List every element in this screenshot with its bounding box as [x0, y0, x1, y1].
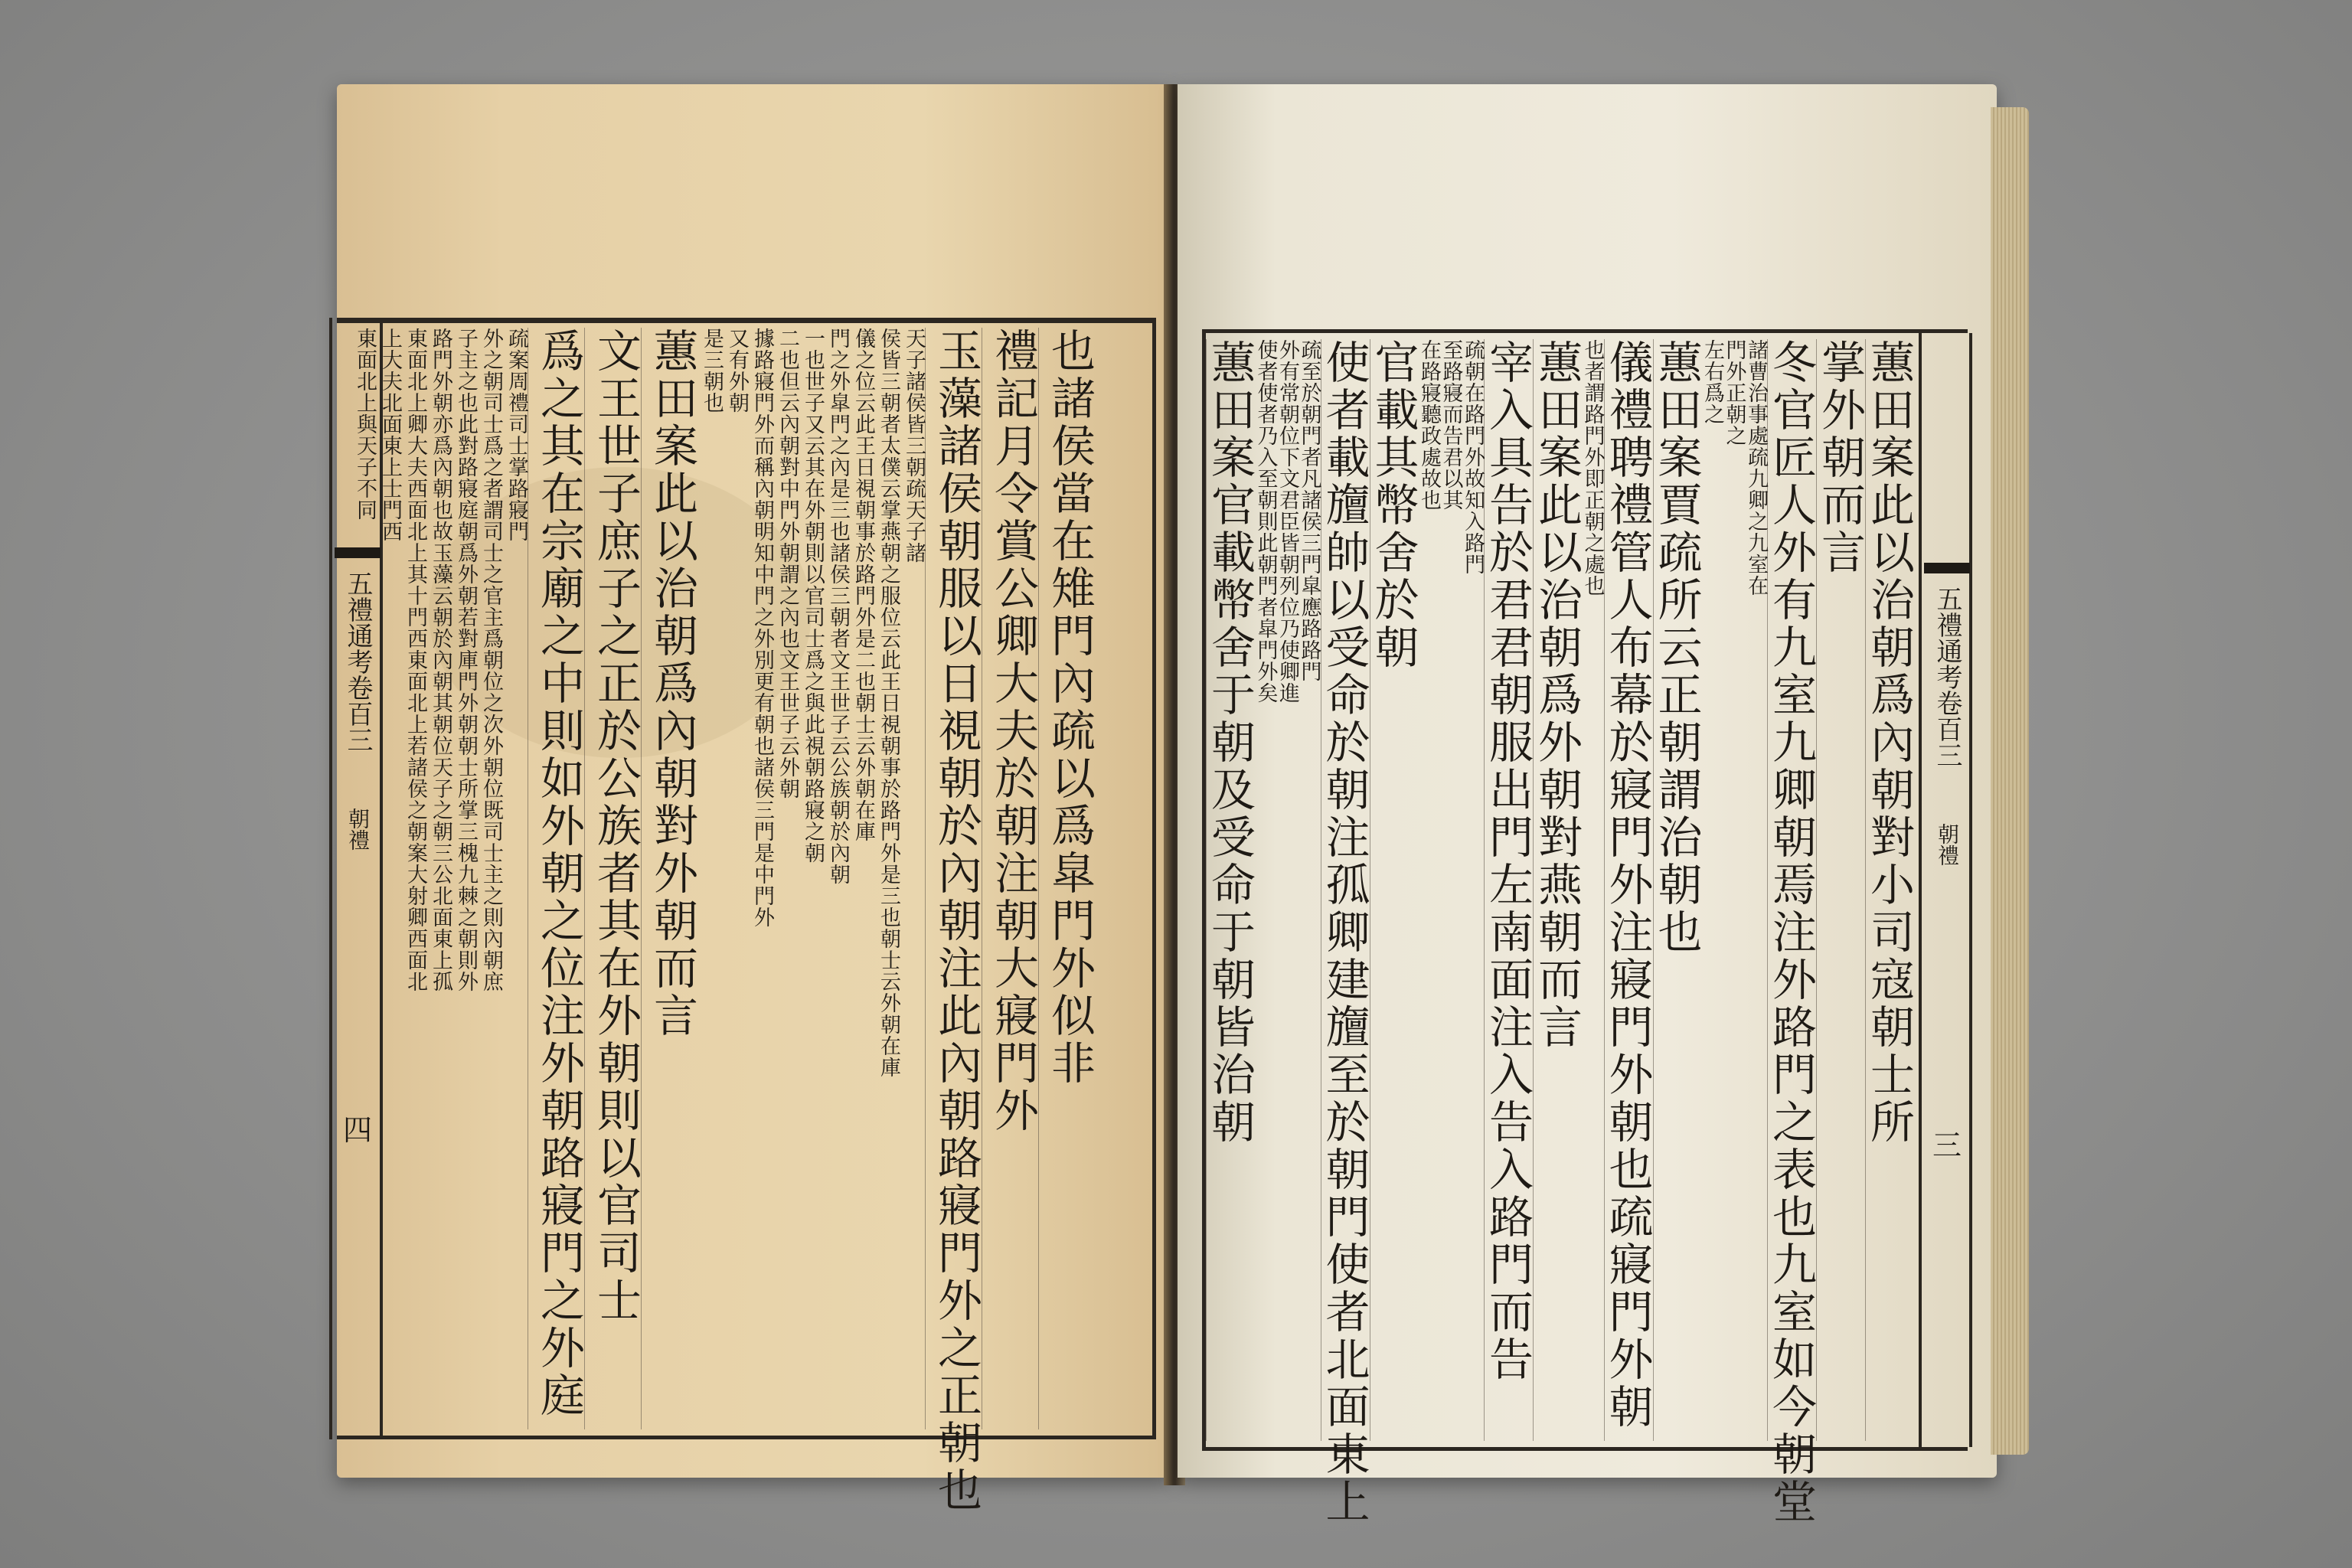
open-book [337, 84, 2044, 1524]
text-column: 在路寢聽政處故也 [1417, 339, 1442, 511]
text-column: 玉藻諸侯朝服以日視朝於內朝注此內朝路寢門外之正朝也 [930, 328, 982, 1514]
text-column: 疏案周禮司士掌路寢門 [505, 328, 528, 542]
right-fold-strip [1919, 333, 1972, 1447]
text-column: 也諸侯當在雉門內疏以爲皐門外似非 [1044, 328, 1096, 1087]
text-column: 東面北上卿大夫西面北上其十門西東面北上若諸侯之朝案大射卿西面北 [403, 328, 427, 992]
text-column: 又有外朝 [725, 328, 749, 413]
text-column: 門之外皐門之內是三也諸侯三朝者文王世子云公族朝於內朝 [826, 328, 850, 885]
text-column: 官載其幣舍於朝 [1367, 339, 1419, 671]
left-page-frame [337, 318, 1156, 1514]
left-text-area [337, 328, 1096, 1514]
text-column: 儀之位云此王日視朝事於路門外是二也朝士云外朝在庫 [851, 328, 875, 842]
text-column: 侯皆三朝者太僕云掌燕朝之服位云此王日視朝事於路門外是三也朝士云外朝在庫 [877, 328, 900, 1078]
text-column: 據路寢門外而稱內朝明知中門之外別更有朝也諸侯三門是中門外 [750, 328, 774, 928]
page-number: 四 [343, 1113, 373, 1147]
text-column: 天子諸侯皆三朝疏天子諸 [902, 328, 926, 564]
left-top-rule [337, 322, 1152, 323]
text-column: 疏朝在路門外故知入路門 [1461, 339, 1485, 575]
text-column: 至路寢而告君以其 [1439, 339, 1463, 511]
text-column: 路門外朝亦爲內朝也故玉藻云朝於內朝其朝位天子之朝三公北面東上孤 [429, 328, 452, 992]
text-column: 諸曹治事處疏九卿之九室在 [1744, 339, 1769, 596]
text-column: 蕙田案此以治朝爲內朝對小司寇朝士所 [1862, 339, 1915, 1146]
text-column: 禮記月令賞公卿大夫於朝注朝大寢門外 [987, 328, 1039, 1135]
right-page [1178, 84, 1997, 1526]
text-column: 蕙田案賈疏所云正朝謂治朝也 [1650, 339, 1703, 956]
left-page [337, 84, 1171, 1514]
text-column: 使者載旜帥以受命於朝注孤卿建旜至於朝門使者北面東上 [1318, 339, 1370, 1526]
text-column: 也者謂路門外即正朝之處也 [1580, 339, 1605, 596]
right-page-frame [1202, 329, 1968, 1526]
fold-fishtail-mark [335, 547, 381, 558]
text-column: 外有常朝位下文君臣皆朝列位乃使卿進 [1276, 339, 1300, 704]
text-column: 東面北上與天子不同 [353, 328, 377, 521]
text-column: 二也但云內朝對中門外朝謂之內也文王世子云外朝 [776, 328, 799, 799]
text-column: 掌外朝而言 [1814, 339, 1867, 577]
text-column: 疏至於朝門者凡諸侯三門皐應路路門 [1297, 339, 1321, 682]
fold-section: 朝禮 [1935, 823, 1960, 866]
text-column: 使者使者乃入至朝則此朝門者皐門外矣 [1253, 339, 1278, 704]
left-fold-strip [329, 318, 383, 1439]
text-column: 冬官匠人外有九室九卿朝焉注外路門之表也九室如今朝堂 [1765, 339, 1818, 1526]
text-column: 宰入具告於君君朝服出門左南面注入告入路門而告 [1481, 339, 1534, 1383]
text-column: 子主之也此對路寢庭朝爲外朝若對庫門外朝朝士所掌三槐九棘之朝則外 [454, 328, 478, 992]
text-column: 左右爲之 [1700, 339, 1725, 425]
fold-section: 朝禮 [345, 808, 371, 851]
text-column: 門外正朝之 [1722, 339, 1746, 446]
fold-fishtail-mark [1924, 563, 1970, 573]
text-column: 蕙田案此以治朝爲內朝對外朝而言 [646, 328, 698, 1040]
page-edges [1991, 107, 2029, 1455]
fold-title: 五禮通考卷百三 [342, 570, 373, 753]
column-rule [1206, 339, 1207, 1441]
text-column: 一也世子又云其在外朝則以官司士爲之與此視朝路寢之朝 [801, 328, 825, 864]
text-column: 是三朝也 [700, 328, 724, 413]
text-column: 外之朝司士爲之者謂司士之官主爲朝位之次外朝位既司士主之則內朝庶 [479, 328, 503, 992]
page-number: 三 [1932, 1129, 1962, 1162]
text-column: 儀禮聘禮管人布幕於寢門外注寢門外朝也疏寢門外朝 [1601, 339, 1654, 1431]
text-column: 文王世子庶子之正於公族者其在外朝則以官司士 [590, 328, 642, 1325]
right-text-area [1203, 339, 1915, 1526]
text-column: 蕙田案官載幣舍于朝及受命于朝皆治朝 [1203, 339, 1256, 1146]
text-column: 爲之其在宗廟之中則如外朝之位注外朝路寢門之外庭 [533, 328, 585, 1419]
text-column: 蕙田案此以治朝爲外朝對燕朝而言 [1530, 339, 1583, 1051]
fold-title: 五禮通考卷百三 [1932, 586, 1962, 768]
text-column: 上大夫北面東上士門西 [378, 328, 402, 542]
